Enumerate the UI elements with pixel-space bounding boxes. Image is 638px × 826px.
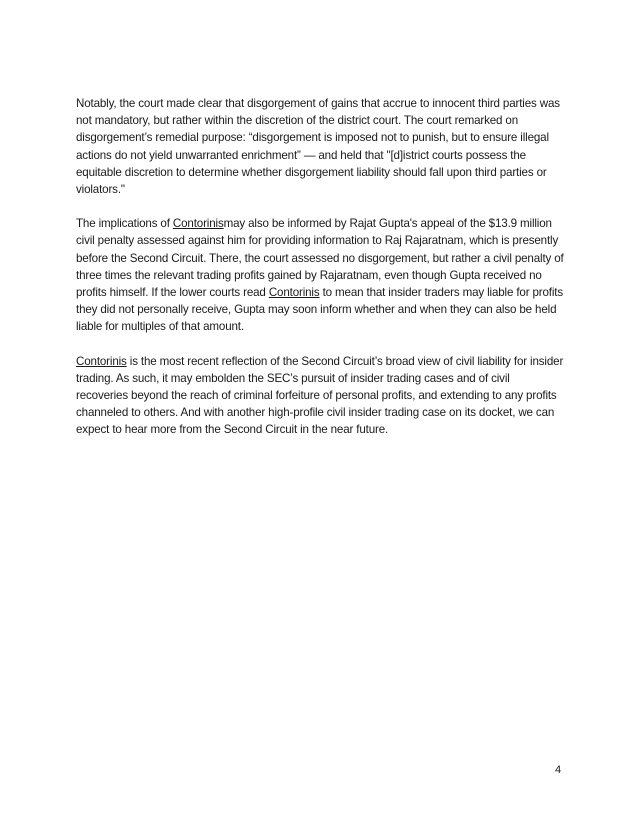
paragraph-text: to mean that insider traders may liable for profits they did not personally receive, Gupta may soon inform whether and when they can also be held liable for multiples of that amount. xyxy=(76,286,564,334)
page-number: 4 xyxy=(555,764,562,776)
case-name-contorinis: Contorinis xyxy=(172,217,224,231)
paragraph-text: Notably, the court made clear that disgorgement of gains that accrue to innocent third parties was not mandatory, but rather within the discretion of the district court. The court remarked on disgorgement’s remedial purpose: “disgorgement is imposed not to punish, but to ensure illegal actions do not yield unwarranted enrichment” — and held that "[d]istrict courts possess the equitable discretion to determine whether disgorgement liability should fall upon third parties or violators." xyxy=(76,97,560,197)
paragraph-gupta-appeal xyxy=(76,215,564,335)
document-body xyxy=(76,95,564,456)
case-name-contorinis: Contorinis xyxy=(76,354,127,368)
paragraph-disgorgement-discretion xyxy=(76,95,564,198)
paragraph-text: The implications of xyxy=(76,217,173,231)
paragraph-text: is the most recent reflection of the Second Circuit’s broad view of civil liability for insider trading. As such, it may embolden the SEC’s pursuit of insider trading cases and of civil recoveries beyond the reach of criminal forfeiture of personal profits, and extending to any profits channeled to others. And with another high-profile civil insider trading case on its docket, we can expect to hear more from the Second Circuit in the near future. xyxy=(76,354,564,437)
paragraph-text: may also be informed by Rajat Gupta's appeal of the $13.9 million civil penalty assessed against him for providing information to Raj Rajaratnam, which is presently before the Second Circuit. There, the court assessed no disgorgement, but rather a civil penalty of three times the relevant trading profits gained by Rajaratnam, even though Gupta received no profits himself. If the lower courts read xyxy=(76,217,564,300)
case-name-contorinis: Contorinis xyxy=(268,286,320,300)
paragraph-second-circuit-view xyxy=(76,353,564,439)
